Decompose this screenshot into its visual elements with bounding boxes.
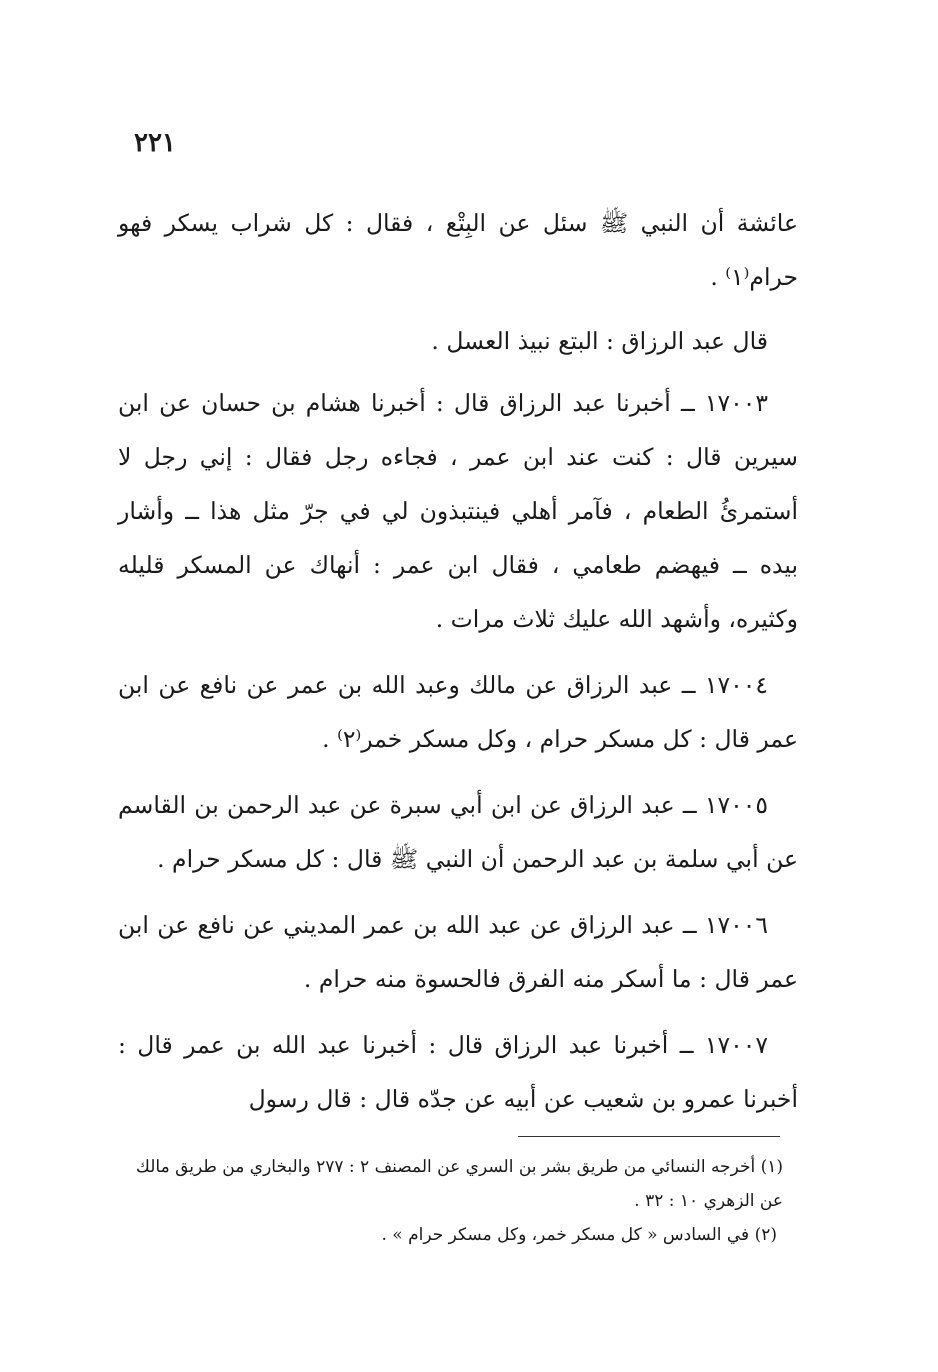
paragraph-continuation: عائشة أن النبي ﷺ سئل عن البِتْع ، فقال : كل شراب يسكر فهو حرام⁽١⁾ . [118,209,798,291]
footnotes [118,1150,783,1252]
page-number: ٢٢١ [134,128,176,158]
main-text [118,196,798,1126]
hadith-17007: ١٧٠٠٧ ــ أخبرنا عبد الرزاق قال : أخبرنا عبد الله بن عمر قال : أخبرنا عمرو بن شعيب عن أبيه عن جدّه قال : قال رسول [118,1031,798,1113]
hadith-17004: ١٧٠٠٤ ــ عبد الرزاق عن مالك وعبد الله بن عمر عن نافع عن ابن عمر قال : كل مسكر حرام ، وكل مسكر خمر⁽٢⁾ . [118,671,798,753]
footnote-2: (٢) في السادس « كل مسكر خمر، وكل مسكر حرام » . [381,1225,777,1245]
paragraph-note: قال عبد الرزاق : البتع نبيذ العسل . [431,327,768,355]
hadith-17003: ١٧٠٠٣ ــ أخبرنا عبد الرزاق قال : أخبرنا هشام بن حسان عن ابن سيرين قال : كنت عند ابن عمر ، فجاءه رجل فقال : إني رجل لا أستمرئُ الطعام ، فآمر أهلي فينتبذون لي في جرّ مثل هذا ــ وأشار بيده ــ فيهضم طعامي ، فقال ابن عمر : أنهاك عن المسكر قليله وكثيره، وأشهد الله عليك ثلاث مرات . [118,389,798,633]
hadith-17005: ١٧٠٠٥ ــ عبد الرزاق عن ابن أبي سبرة عن عبد الرحمن بن القاسم عن أبي سلمة بن عبد الرحمن أن النبي ﷺ قال : كل مسكر حرام . [118,791,798,873]
hadith-17006: ١٧٠٠٦ ــ عبد الرزاق عن عبد الله بن عمر المديني عن نافع عن ابن عمر قال : ما أسكر منه الفرق فالحسوة منه حرام . [118,911,798,993]
footnote-divider [518,1136,780,1137]
footnote-1: (١) أخرجه النسائي من طريق بشر بن السري عن المصنف ٢ : ٢٧٧ والبخاري من طريق مالك عن الزهري ١٠ : ٣٢ . [135,1157,783,1211]
